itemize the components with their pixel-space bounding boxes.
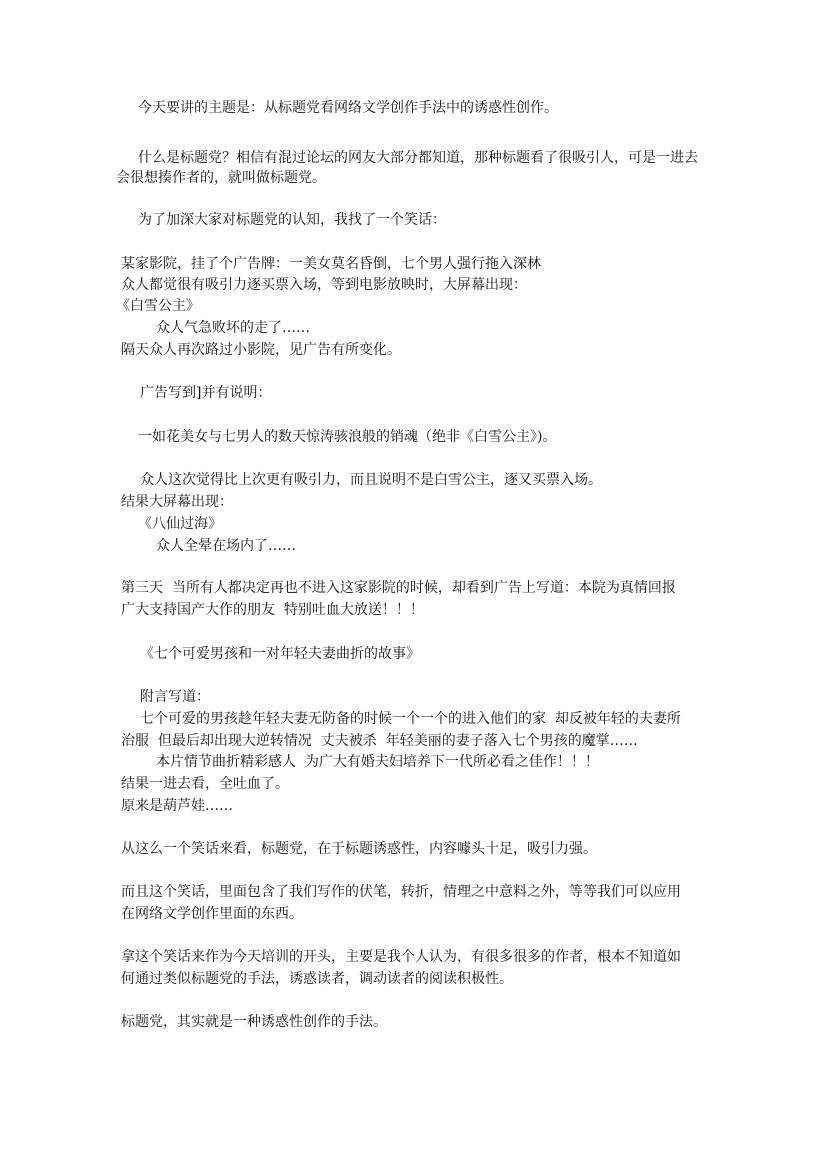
- text-line: 《七个可爱男孩和一对年轻夫妻曲折的故事》: [140, 646, 420, 662]
- text-line: 众人都觉很有吸引力逐买票入场，等到电影放映时，大屏幕出现：: [121, 277, 527, 293]
- text-line: 某家影院，挂了个广告牌：一美女莫名昏倒，七个男人强行拖入深林: [121, 256, 541, 272]
- text-line: 会很想揍作者的，就叫做标题党。: [116, 170, 326, 186]
- text-line: 《白雪公主》: [116, 298, 200, 314]
- text-line: 众人气急败坏的走了……: [156, 320, 310, 336]
- text-line: 隔天众人再次路过小影院，见广告有所变化。: [121, 342, 401, 358]
- text-line: 从这么一个笑话来看，标题党，在于标题诱惑性，内容噱头十足，吸引力强。: [121, 841, 597, 857]
- text-line: 标题党，其实就是一种诱惑性创作的手法。: [121, 1014, 387, 1030]
- text-line: 而且这个笑话，里面包含了我们写作的伏笔，转折，情理之中意料之外，等等我们可以应用: [121, 884, 681, 900]
- text-line: 何通过类似标题党的手法，诱惑读者，调动读者的阅读积极性。: [121, 971, 513, 987]
- text-line: 拿这个笑话来作为今天培训的开头，主要是我个人认为，有很多很多的作者，根本不知道如: [121, 949, 681, 965]
- text-line: 结果大屏幕出现：: [121, 494, 233, 510]
- text-line: 本片情节曲折精彩感人 为广大有婚夫妇培养下一代所必看之佳作！！！: [156, 754, 599, 770]
- text-line: 一如花美女与七男人的数天惊涛骇浪般的销魂（绝非《白雪公主》)。: [138, 429, 557, 445]
- text-line: 《八仙过海》: [138, 516, 222, 532]
- text-line: 广告写到]并有说明：: [140, 385, 272, 401]
- text-line: 治服 但最后却出现大逆转情况 丈夫被杀 年轻美丽的妻子落入七个男孩的魔掌……: [121, 733, 638, 749]
- text-line: 为了加深大家对标题党的认知，我找了一个笑话：: [138, 212, 446, 228]
- text-line: 众人全晕在场内了……: [156, 538, 296, 554]
- text-line: 在网络文学创作里面的东西。: [121, 906, 303, 922]
- text-line: 广大支持国产大作的朋友 特别吐血大放送！！！: [121, 602, 424, 618]
- text-line: 原来是葫芦娃……: [121, 798, 233, 814]
- text-line: 七个可爱的男孩趁年轻夫妻无防备的时候一个一个的进入他们的家 却反被年轻的夫妻所: [140, 711, 681, 727]
- text-line: 第三天 当所有人都决定再也不进入这家影院的时候，却看到广告上写道：本院为真情回报: [121, 580, 676, 596]
- text-line: 结果一进去看，全吐血了。: [121, 776, 289, 792]
- text-line: 今天要讲的主题是：从标题党看网络文学创作手法中的诱惑性创作。: [138, 100, 558, 116]
- text-line: 什么是标题党？相信有混过论坛的网友大部分都知道，那种标题看了很吸引人，可是一进去: [138, 150, 698, 166]
- text-line: 附言写道：: [140, 689, 210, 705]
- text-line: 众人这次觉得比上次更有吸引力，而且说明不是白雪公主，逐又买票入场。: [140, 472, 602, 488]
